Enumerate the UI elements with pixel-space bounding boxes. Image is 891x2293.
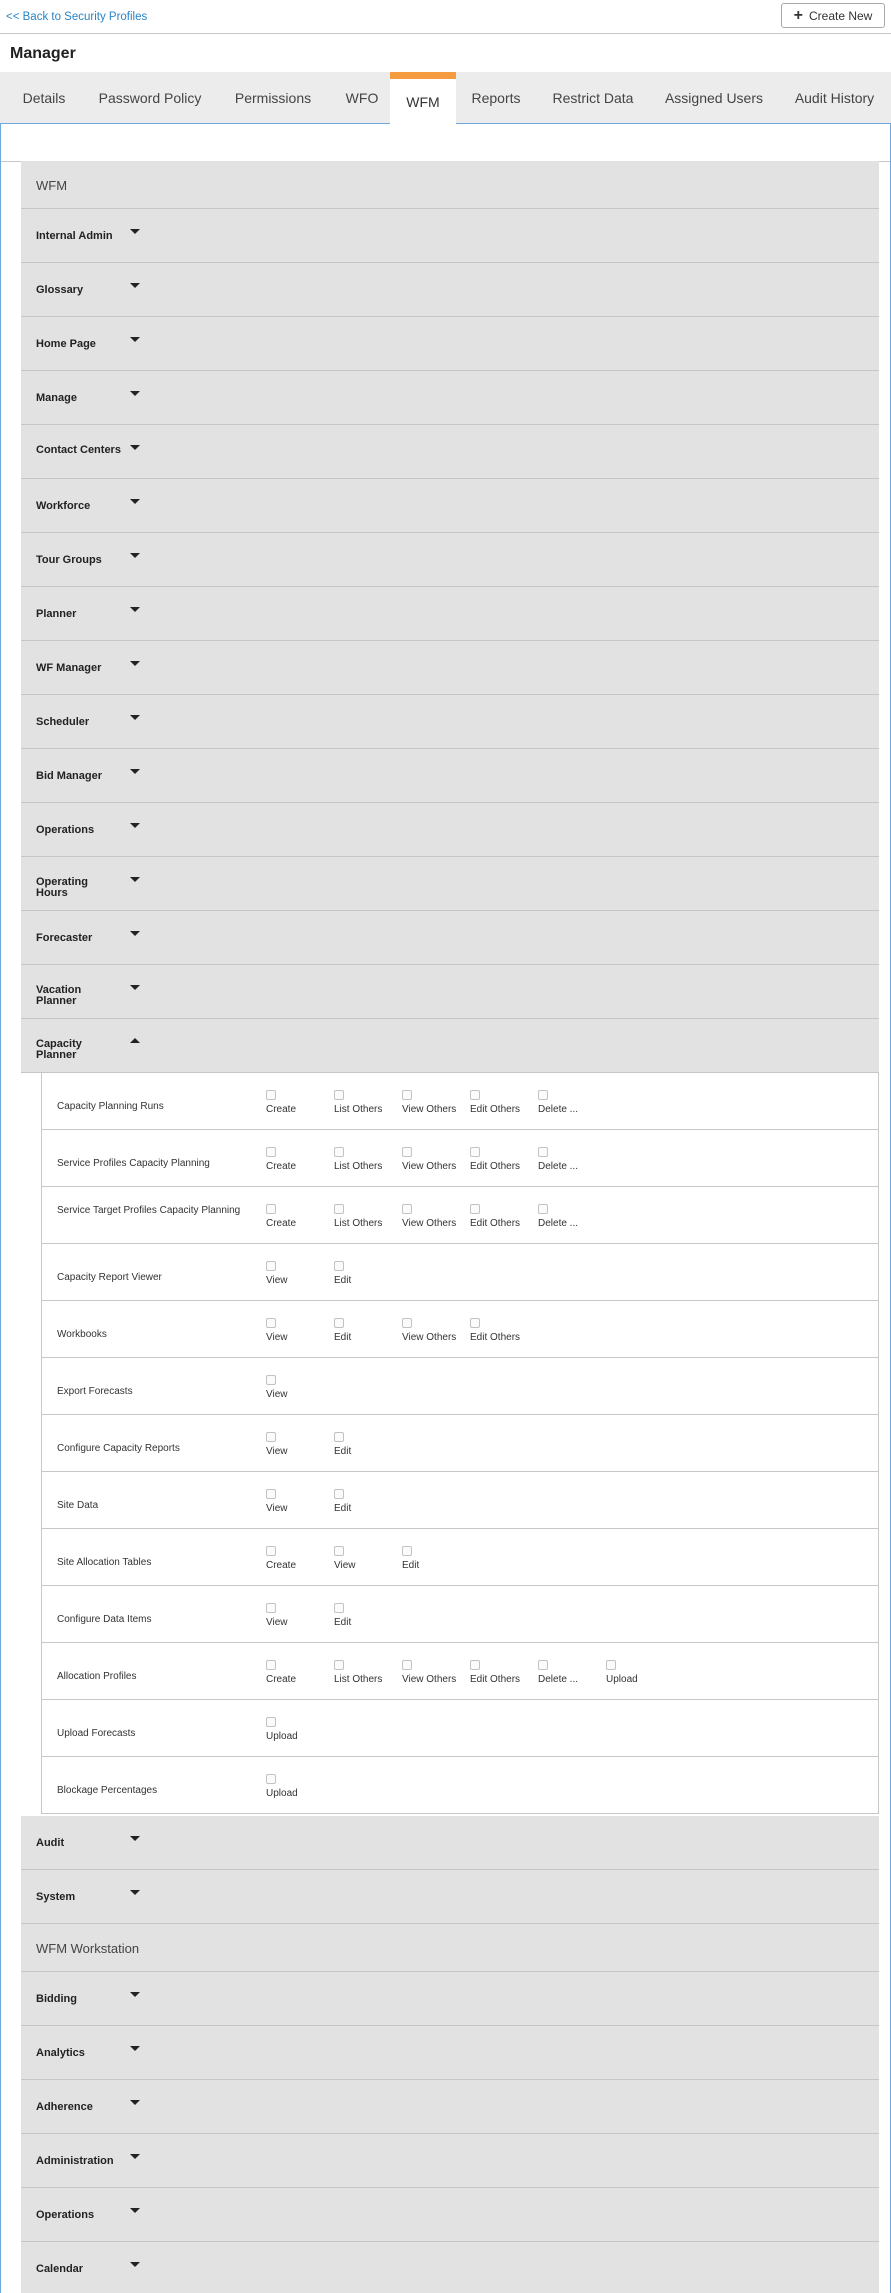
permission-option-create (266, 1204, 334, 1232)
permission-option-view (266, 1375, 334, 1403)
create-new-button[interactable] (781, 3, 885, 28)
permission-option-edit (334, 1432, 402, 1460)
permission-option-delete (538, 1147, 606, 1175)
permission-checkbox[interactable] (266, 1090, 276, 1100)
group-scheduler[interactable] (21, 695, 879, 749)
group-adherence[interactable] (21, 2080, 879, 2134)
permission-option-view (266, 1318, 334, 1346)
permission-option-view-others (402, 1318, 470, 1346)
permission-checkbox[interactable] (402, 1318, 412, 1328)
permission-label: Site Data (57, 1500, 99, 1511)
group-system[interactable] (21, 1870, 879, 1924)
permission-checkbox[interactable] (266, 1774, 276, 1784)
plus-icon: + (793, 6, 803, 24)
permission-option-edit (402, 1546, 470, 1574)
permission-option-upload (266, 1774, 334, 1802)
group-workforce[interactable] (21, 479, 879, 533)
permission-option-label: View (266, 1332, 288, 1343)
tab-wfm[interactable]: WFM (390, 72, 456, 125)
chevron-down-icon[interactable] (130, 2154, 140, 2159)
permission-label: Blockage Percentages (57, 1785, 158, 1796)
group-planner[interactable] (21, 587, 879, 641)
permission-checkbox[interactable] (266, 1204, 276, 1214)
permission-checkbox[interactable] (402, 1546, 412, 1556)
permission-option-list-others (334, 1204, 402, 1232)
permission-checkbox[interactable] (266, 1717, 276, 1727)
chevron-down-icon[interactable] (130, 2100, 140, 2105)
permission-option-view-others (402, 1204, 470, 1232)
chevron-down-icon[interactable] (130, 877, 140, 882)
capacity-planner-permissions (41, 1073, 879, 1814)
group-label: Tour Groups (36, 554, 102, 566)
permission-option-view (266, 1261, 334, 1289)
permission-option-label: Create (266, 1560, 297, 1571)
chevron-down-icon[interactable] (130, 2208, 140, 2213)
permission-label: Service Profiles Capacity Planning (57, 1158, 210, 1169)
permission-checkbox[interactable] (266, 1660, 276, 1670)
permission-row-capacity-planning-runs (42, 1073, 878, 1130)
permission-option-label: View (266, 1275, 288, 1286)
group-label: WF Manager (36, 662, 102, 674)
permission-option-create (266, 1546, 334, 1574)
group-capacity-planner[interactable] (21, 1019, 879, 1073)
permission-option-label: Upload (606, 1674, 638, 1685)
chevron-down-icon[interactable] (130, 283, 140, 288)
permission-option-label: View (266, 1389, 288, 1400)
group-vacation-planner[interactable] (21, 965, 879, 1019)
permission-option-label: View (266, 1446, 288, 1457)
permission-option-edit-others (470, 1318, 538, 1346)
permission-row-export-forecasts (42, 1358, 878, 1415)
permission-checkbox[interactable] (266, 1147, 276, 1157)
section-header-wfm-workstation (21, 1924, 879, 1972)
permission-option-create (266, 1090, 334, 1118)
permission-option-label: Delete ... (538, 1161, 579, 1172)
permission-option-view (266, 1489, 334, 1517)
group-label: Administration (36, 2155, 114, 2167)
permission-option-label: Edit Others (470, 1104, 521, 1115)
permission-option-edit (334, 1261, 402, 1289)
permission-option-create (266, 1660, 334, 1688)
group-label: Vacation Planner (36, 984, 82, 1007)
permission-checkbox[interactable] (334, 1432, 344, 1442)
group-operations[interactable] (21, 803, 879, 857)
permission-option-create (266, 1147, 334, 1175)
chevron-down-icon[interactable] (130, 1992, 140, 1997)
permission-option-view (266, 1432, 334, 1460)
permission-checkbox[interactable] (334, 1489, 344, 1499)
permission-option-label: List Others (334, 1674, 383, 1685)
group-label: Home Page (36, 338, 96, 350)
chevron-down-icon[interactable] (130, 2046, 140, 2051)
chevron-down-icon[interactable] (130, 1890, 140, 1895)
permission-label: Capacity Report Viewer (57, 1272, 162, 1283)
group-bid-manager[interactable] (21, 749, 879, 803)
permission-option-label: Create (266, 1674, 297, 1685)
permission-option-edit-others (470, 1147, 538, 1175)
permission-row-service-profiles-capacity-planning (42, 1130, 878, 1187)
section-title: WFM (36, 178, 68, 193)
permission-checkbox[interactable] (402, 1660, 412, 1670)
group-label: Bidding (36, 1993, 77, 2005)
permission-row-configure-data-items (42, 1586, 878, 1643)
permission-row-site-data (42, 1472, 878, 1529)
group-administration[interactable] (21, 2134, 879, 2188)
permission-checkbox[interactable] (334, 1261, 344, 1271)
permission-option-edit (334, 1489, 402, 1517)
permission-option-view-others (402, 1090, 470, 1118)
permission-checkbox[interactable] (470, 1318, 480, 1328)
chevron-down-icon[interactable] (130, 445, 140, 450)
group-wf-manager[interactable] (21, 641, 879, 695)
group-label: Bid Manager (36, 770, 103, 782)
permission-option-label: List Others (334, 1104, 383, 1115)
permission-checkbox[interactable] (266, 1546, 276, 1556)
tab-bar (0, 72, 891, 124)
permission-option-upload (606, 1660, 674, 1688)
permission-row-workbooks (42, 1301, 878, 1358)
chevron-down-icon[interactable] (130, 229, 140, 234)
permission-label: Service Target Profiles Capacity Planning (57, 1205, 241, 1216)
permission-checkbox[interactable] (606, 1660, 616, 1670)
permission-option-label: Edit Others (470, 1332, 521, 1343)
permission-checkbox[interactable] (402, 1090, 412, 1100)
tab-permissions[interactable]: Permissions (234, 90, 312, 106)
group-label: Glossary (36, 284, 84, 296)
chevron-down-icon[interactable] (130, 769, 140, 774)
permission-checkbox[interactable] (470, 1147, 480, 1157)
group-label: Calendar (36, 2263, 84, 2275)
permission-checkbox[interactable] (334, 1546, 344, 1556)
permission-option-label: Upload (266, 1731, 298, 1742)
permission-option-label: Edit (334, 1446, 352, 1457)
permission-option-label: Edit Others (470, 1161, 521, 1172)
permission-option-label: View Others (402, 1161, 457, 1172)
permission-option-label: View (266, 1617, 288, 1628)
permission-row-configure-capacity-reports (42, 1415, 878, 1472)
permission-option-label: Edit (334, 1503, 352, 1514)
create-new-label: Create New (808, 8, 873, 23)
chevron-down-icon[interactable] (130, 391, 140, 396)
group-contact-centers[interactable] (21, 425, 879, 479)
group-label: System (36, 1891, 76, 1903)
permission-option-label: Edit (402, 1560, 420, 1571)
permission-checkbox[interactable] (538, 1660, 548, 1670)
permission-option-label: Edit (334, 1275, 352, 1286)
permission-checkbox[interactable] (334, 1147, 344, 1157)
permission-option-label: View Others (402, 1104, 457, 1115)
group-label: Capacity Planner (36, 1038, 82, 1061)
permission-option-view (334, 1546, 402, 1574)
permission-row-allocation-profiles (42, 1643, 878, 1700)
page-title: Manager (10, 45, 76, 62)
permission-checkbox[interactable] (402, 1204, 412, 1214)
group-bidding[interactable] (21, 1972, 879, 2026)
group-audit[interactable] (21, 1816, 879, 1870)
permission-checkbox[interactable] (266, 1432, 276, 1442)
chevron-down-icon[interactable] (130, 553, 140, 558)
permission-option-edit-others (470, 1090, 538, 1118)
permission-option-label: Delete ... (538, 1218, 579, 1229)
group-label: Contact Centers (36, 444, 121, 456)
top-bar (0, 0, 891, 34)
permission-option-label: Edit Others (470, 1218, 521, 1229)
group-label: Operations (36, 2209, 95, 2221)
group-calendar[interactable] (21, 2242, 879, 2293)
permission-option-view-others (402, 1660, 470, 1688)
permission-checkbox[interactable] (402, 1147, 412, 1157)
chevron-down-icon[interactable] (130, 931, 140, 936)
group-forecaster[interactable] (21, 911, 879, 965)
chevron-down-icon[interactable] (130, 823, 140, 828)
permission-checkbox[interactable] (266, 1318, 276, 1328)
permission-option-label: Edit (334, 1617, 352, 1628)
permission-option-view-others (402, 1147, 470, 1175)
tab-assigned-users[interactable]: Assigned Users (664, 90, 764, 106)
group-label: Audit (36, 1837, 65, 1849)
permission-option-upload (266, 1717, 334, 1745)
tab-audit-history[interactable]: Audit History (794, 90, 875, 106)
permission-option-delete (538, 1660, 606, 1688)
permission-checkbox[interactable] (538, 1204, 548, 1214)
permission-option-edit-others (470, 1660, 538, 1688)
group-label: Manage (36, 392, 77, 404)
permission-checkbox[interactable] (334, 1090, 344, 1100)
tab-reports[interactable]: Reports (471, 90, 521, 106)
permission-row-capacity-report-viewer (42, 1244, 878, 1301)
permission-checkbox[interactable] (538, 1147, 548, 1157)
section-title: WFM Workstation (36, 1941, 140, 1956)
permission-option-label: List Others (334, 1218, 383, 1229)
chevron-up-icon[interactable] (130, 1038, 140, 1043)
permissions-panel (0, 161, 891, 2293)
permission-option-list-others (334, 1090, 402, 1118)
permission-label: Allocation Profiles (57, 1671, 137, 1682)
section-header-wfm (21, 161, 879, 209)
permission-option-label: Create (266, 1218, 297, 1229)
permission-checkbox[interactable] (538, 1090, 548, 1100)
group-home-page[interactable] (21, 317, 879, 371)
permission-option-delete (538, 1090, 606, 1118)
permission-label: Workbooks (57, 1329, 107, 1340)
permission-row-upload-forecasts (42, 1700, 878, 1757)
permission-label: Configure Capacity Reports (57, 1443, 180, 1454)
group-label: Forecaster (36, 932, 93, 944)
tab-wfo[interactable]: WFO (345, 90, 379, 106)
chevron-down-icon[interactable] (130, 607, 140, 612)
permission-option-label: Delete ... (538, 1104, 579, 1115)
group-tour-groups[interactable] (21, 533, 879, 587)
permission-checkbox[interactable] (334, 1204, 344, 1214)
permission-option-view (266, 1603, 334, 1631)
permission-checkbox[interactable] (470, 1204, 480, 1214)
permission-checkbox[interactable] (266, 1489, 276, 1499)
group-analytics[interactable] (21, 2026, 879, 2080)
group-label: Adherence (36, 2101, 93, 2113)
permission-option-label: Upload (266, 1788, 298, 1799)
group-operating-hours[interactable] (21, 857, 879, 911)
permission-checkbox[interactable] (266, 1375, 276, 1385)
permission-option-label: Create (266, 1161, 297, 1172)
tab-restrict-data[interactable]: Restrict Data (552, 90, 634, 106)
permission-option-label: View (266, 1503, 288, 1514)
permission-checkbox[interactable] (470, 1090, 480, 1100)
permission-checkbox[interactable] (266, 1603, 276, 1613)
permission-option-label: View Others (402, 1674, 457, 1685)
group-operations[interactable] (21, 2188, 879, 2242)
permission-option-edit-others (470, 1204, 538, 1232)
permission-label: Capacity Planning Runs (57, 1101, 164, 1112)
chevron-down-icon[interactable] (130, 985, 140, 990)
permission-checkbox[interactable] (334, 1660, 344, 1670)
group-label: Scheduler (36, 716, 90, 728)
permission-row-service-target-profiles-capacity-planning (42, 1187, 878, 1244)
permission-checkbox[interactable] (334, 1318, 344, 1328)
group-label: Operations (36, 824, 95, 836)
permission-option-delete (538, 1204, 606, 1232)
permission-option-label: Edit (334, 1332, 352, 1343)
permission-checkbox[interactable] (470, 1660, 480, 1670)
permission-option-label: Delete ... (538, 1674, 579, 1685)
permission-option-edit (334, 1603, 402, 1631)
back-to-security-profiles-link[interactable]: << Back to Security Profiles (6, 11, 148, 23)
chevron-down-icon[interactable] (130, 337, 140, 342)
permission-checkbox[interactable] (266, 1261, 276, 1271)
permission-option-label: Edit Others (470, 1674, 521, 1685)
permission-option-label: View Others (402, 1218, 457, 1229)
group-label: Analytics (36, 2047, 85, 2059)
permission-label: Upload Forecasts (57, 1728, 136, 1739)
permission-label: Configure Data Items (57, 1614, 152, 1625)
group-internal-admin[interactable] (21, 209, 879, 263)
permission-option-label: View Others (402, 1332, 457, 1343)
group-label: Operating Hours (36, 876, 88, 899)
permission-option-label: Create (266, 1104, 297, 1115)
group-manage[interactable] (21, 371, 879, 425)
permission-label: Site Allocation Tables (57, 1557, 152, 1568)
group-label: Planner (36, 608, 77, 620)
permission-option-label: List Others (334, 1161, 383, 1172)
sub-toolbar (0, 124, 891, 162)
permission-checkbox[interactable] (334, 1603, 344, 1613)
permission-option-label: View (334, 1560, 356, 1571)
chevron-down-icon[interactable] (130, 661, 140, 666)
group-label: Internal Admin (36, 230, 113, 242)
group-glossary[interactable] (21, 263, 879, 317)
permission-row-blockage-percentages (42, 1757, 878, 1814)
group-label: Workforce (36, 500, 91, 512)
chevron-down-icon[interactable] (130, 1836, 140, 1841)
permission-row-site-allocation-tables (42, 1529, 878, 1586)
permission-option-list-others (334, 1147, 402, 1175)
permission-option-edit (334, 1318, 402, 1346)
permission-option-list-others (334, 1660, 402, 1688)
chevron-down-icon[interactable] (130, 499, 140, 504)
permission-label: Export Forecasts (57, 1386, 133, 1397)
chevron-down-icon[interactable] (130, 715, 140, 720)
tab-password-policy[interactable]: Password Policy (98, 90, 202, 106)
tab-details[interactable]: Details (22, 90, 66, 106)
chevron-down-icon[interactable] (130, 2262, 140, 2267)
